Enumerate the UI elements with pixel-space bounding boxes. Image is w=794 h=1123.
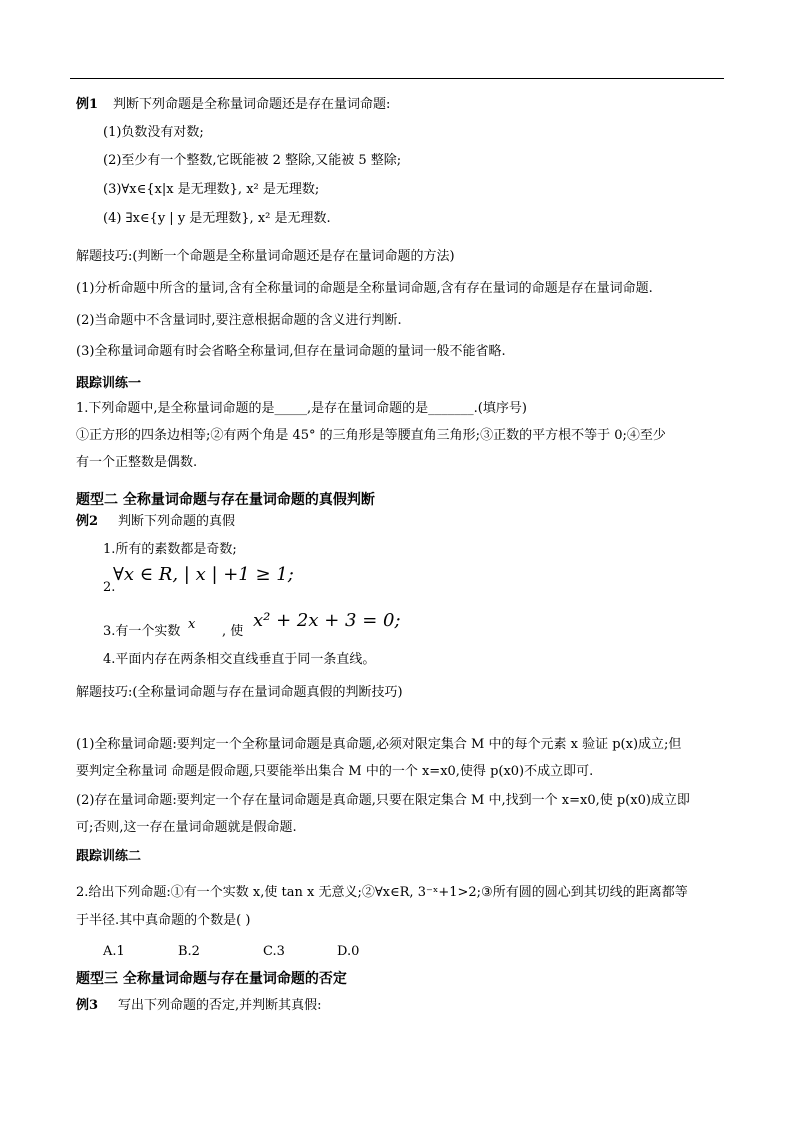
option-b: B.2 xyxy=(178,944,200,959)
type-3-title: 题型三 全称量词命题与存在量词命题的否定 xyxy=(76,971,347,987)
example-1-label: 例1 xyxy=(76,97,99,112)
example-1-item-3: (3)∀x∈{x|x 是无理数}, x² 是无理数; xyxy=(103,182,320,197)
tips-2-line-2: 要判定全称量词 命题是假命题,只要能举出集合 M 中的一个 x=x0,使得 p(x0)不成立即可. xyxy=(76,764,594,779)
example-3-text: 写出下列命题的否定,并判断其真假: xyxy=(118,998,322,1013)
example-1-item-2: (2)至少有一个整数,它既能被 2 整除,又能被 5 整除; xyxy=(103,153,402,168)
example-3-label: 例3 xyxy=(76,998,99,1013)
example-2-item-1: 1.所有的素数都是奇数; xyxy=(103,542,237,557)
example-2-item-3-sep: , 使 xyxy=(222,624,244,639)
training-2-title: 跟踪训练二 xyxy=(76,849,142,864)
example-2-item-2-formula: ∀x ∈ R, | x | +1 ≥ 1; xyxy=(113,564,294,585)
tips-2-title: 解题技巧:(全称量词命题与存在量词命题真假的判断技巧) xyxy=(76,685,403,700)
example-2-item-2-number: 2. xyxy=(103,580,116,595)
example-1-item-1: (1)负数没有对数; xyxy=(103,125,204,140)
tips-1-line-1: (1)分析命题中所含的量词,含有全称量词的命题是全称量词命题,含有存在量词的命题是存在量词命题. xyxy=(76,281,653,296)
training-1-line-1: ①正方形的四条边相等;②有两个角是 45° 的三角形是等腰直角三角形;③正数的平方根不等于 0;④至少 xyxy=(76,428,666,443)
tips-2-line-1: (1)全称量词命题:要判定一个全称量词命题是真命题,必须对限定集合 M 中的每个元素 x 验证 p(x)成立;但 xyxy=(76,737,682,752)
example-2-label: 例2 xyxy=(76,514,99,529)
example-2-item-4: 4.平面内存在两条相交直线垂直于同一条直线。 xyxy=(103,652,376,667)
training-1-question: 1.下列命题中,是全称量词命题的是_____,是存在量词命题的是_______.(填序号) xyxy=(76,401,527,416)
example-1-text: 判断下列命题是全称量词命题还是存在量词命题: xyxy=(113,97,391,112)
type-2-title: 题型二 全称量词命题与存在量词命题的真假判断 xyxy=(76,492,375,508)
example-1-item-4: (4) ∃x∈{y | y 是无理数}, x² 是无理数. xyxy=(103,211,331,226)
training-2-line-1: 2.给出下列命题:①有一个实数 x,使 tan x 无意义;②∀x∈R, 3⁻ˣ+1>2;③所有圆的圆心到其切线的距离都等 xyxy=(76,885,688,900)
option-c: C.3 xyxy=(263,944,285,959)
option-a: A.1 xyxy=(103,944,125,959)
tips-2-line-3: (2)存在量词命题:要判定一个存在量词命题是真命题,只要在限定集合 M 中,找到一个 x=x0,使 p(x0)成立即 xyxy=(76,793,690,808)
example-2-item-3-text: 3.有一个实数 xyxy=(103,624,181,639)
header-rule xyxy=(70,78,724,79)
example-2-text: 判断下列命题的真假 xyxy=(118,514,236,529)
tips-1-title: 解题技巧:(判断一个命题是全称量词命题还是存在量词命题的方法) xyxy=(76,249,455,264)
training-1-line-2: 有一个正整数是偶数. xyxy=(76,455,198,470)
example-2-item-3-formula: x² + 2x + 3 = 0; xyxy=(253,610,401,631)
training-2-line-2: 于半径.其中真命题的个数是( ) xyxy=(76,913,251,928)
tips-1-line-2: (2)当命题中不含量词时,要注意根据命题的含义进行判断. xyxy=(76,313,402,328)
example-2-item-3-var: x xyxy=(188,617,196,632)
option-d: D.0 xyxy=(337,944,360,959)
tips-2-line-4: 可;否则,这一存在量词命题就是假命题. xyxy=(76,820,297,835)
tips-1-line-3: (3)全称量词命题有时会省略全称量词,但存在量词命题的量词一般不能省略. xyxy=(76,344,506,359)
training-1-title: 跟踪训练一 xyxy=(76,376,142,391)
